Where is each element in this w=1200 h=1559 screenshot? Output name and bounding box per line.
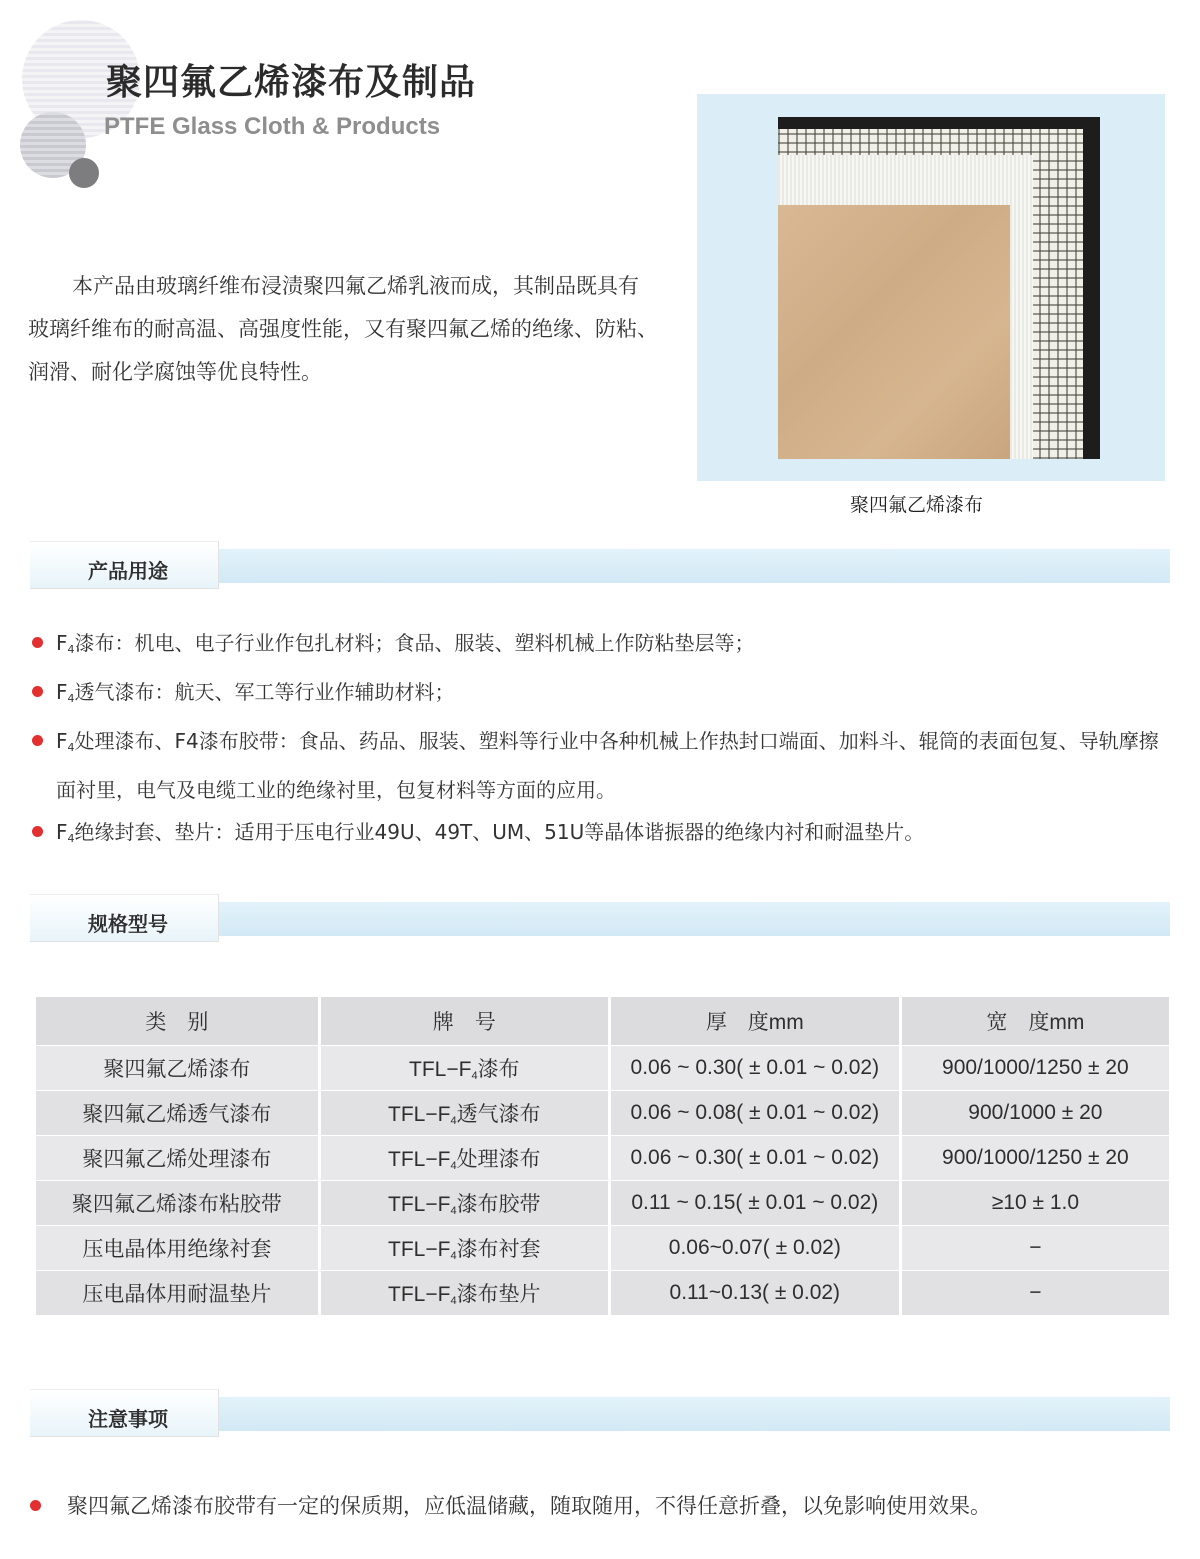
intro-text: 本产品由玻璃纤维布浸渍聚四氟乙烯乳液而成，其制品既具有玻璃纤维布的耐高温、高强度性能，又有聚四氟乙烯的绝缘、防粘、润滑、耐化学腐蚀等优良特性。	[28, 274, 658, 384]
table-header-row	[36, 997, 1169, 1046]
cell-thickness: 0.06 ~ 0.08( ± 0.01 ~ 0.02)	[609, 1091, 900, 1136]
section-bar-notes	[30, 1397, 1170, 1431]
usage-text: 透气漆布：航天、军工等行业作辅助材料；	[74, 680, 455, 704]
header-thickness: 厚 度mm	[609, 997, 900, 1046]
table-row	[36, 1136, 1169, 1181]
cell-thickness: 0.11~0.13( ± 0.02)	[609, 1271, 900, 1316]
usage-item	[32, 671, 1177, 720]
usage-subscript: 4	[67, 832, 75, 845]
bullet-icon	[32, 686, 43, 697]
product-photo	[778, 117, 1100, 459]
usage-subscript: 4	[67, 692, 75, 705]
notes-item	[30, 1490, 991, 1520]
section-title-spec: 规格型号	[88, 912, 168, 936]
cell-thickness: 0.11 ~ 0.15( ± 0.01 ~ 0.02)	[609, 1181, 900, 1226]
cell-brand: $TFL-F_4$漆布衬套	[319, 1226, 609, 1271]
section-title-notes: 注意事项	[88, 1407, 168, 1431]
cell-category: 聚四氟乙烯漆布粘胶带	[36, 1181, 319, 1226]
cell-width: 900/1000 ± 20	[900, 1091, 1169, 1136]
cell-thickness: 0.06~0.07( ± 0.02)	[609, 1226, 900, 1271]
usage-subscript: 4	[67, 741, 75, 754]
usage-prefix: F	[56, 820, 68, 844]
decorative-circle-small	[69, 158, 99, 188]
spec-table	[36, 997, 1169, 1315]
cell-width: 900/1000/1250 ± 20	[900, 1046, 1169, 1091]
usage-item	[32, 811, 1177, 860]
usage-item	[32, 622, 1177, 671]
page-subtitle: PTFE Glass Cloth & Products	[104, 113, 441, 140]
usage-prefix: F	[56, 729, 68, 753]
cell-category: 压电晶体用耐温垫片	[36, 1271, 319, 1316]
cell-width: 900/1000/1250 ± 20	[900, 1136, 1169, 1181]
cell-thickness: 0.06 ~ 0.30( ± 0.01 ~ 0.02)	[609, 1136, 900, 1181]
page-title: 聚四氟乙烯漆布及制品	[106, 62, 477, 103]
section-title-usage: 产品用途	[88, 559, 168, 583]
table-row	[36, 1046, 1169, 1091]
cell-brand: $TFL-F_4$漆布	[319, 1046, 609, 1091]
table-row	[36, 1271, 1169, 1316]
table-row	[36, 1181, 1169, 1226]
usage-text: 漆布：机电、电子行业作包扎材料；食品、服装、塑料机械上作防粘垫层等；	[74, 631, 755, 655]
tan-cloth-layer	[778, 205, 1010, 459]
header-width: 宽 度mm	[900, 997, 1169, 1046]
cell-width: −	[900, 1271, 1169, 1316]
bullet-icon	[32, 637, 43, 648]
usage-item	[32, 720, 1177, 811]
table-row	[36, 1091, 1169, 1136]
cell-category: 聚四氟乙烯处理漆布	[36, 1136, 319, 1181]
section-bar-spec	[30, 902, 1170, 936]
cell-category: 压电晶体用绝缘衬套	[36, 1226, 319, 1271]
cell-category: 聚四氟乙烯透气漆布	[36, 1091, 319, 1136]
usage-text: 处理漆布、F4漆布胶带：食品、药品、服装、塑料等行业中各种机械上作热封口端面、加料斗、辊筒的表面包复、导轨摩擦面衬里，电气及电缆工业的绝缘衬里，包复材料等方面的应用。	[56, 729, 1159, 802]
notes-text: 聚四氟乙烯漆布胶带有一定的保质期，应低温储藏，随取随用，不得任意折叠，以免影响使用效果。	[67, 1494, 991, 1518]
cell-width: ≥10 ± 1.0	[900, 1181, 1169, 1226]
cell-width: −	[900, 1226, 1169, 1271]
header-category: 类 别	[36, 997, 319, 1046]
bullet-icon	[30, 1500, 41, 1511]
cell-category: 聚四氟乙烯漆布	[36, 1046, 319, 1091]
usage-subscript: 4	[67, 643, 75, 656]
usage-list	[32, 622, 1177, 860]
header-brand: 牌 号	[319, 997, 609, 1046]
bullet-icon	[32, 735, 43, 746]
table-row	[36, 1226, 1169, 1271]
usage-prefix: F	[56, 631, 68, 655]
cell-thickness: 0.06 ~ 0.30( ± 0.01 ~ 0.02)	[609, 1046, 900, 1091]
intro-paragraph	[28, 265, 658, 394]
bullet-icon	[32, 826, 43, 837]
spec-table-container	[36, 997, 1169, 1307]
usage-text: 绝缘封套、垫片：适用于压电行业49U、49T、UM、51U等晶体谐振器的绝缘内衬和耐温垫片。	[74, 820, 925, 844]
cell-brand: $TFL-F_4$透气漆布	[319, 1091, 609, 1136]
photo-caption: 聚四氟乙烯漆布	[850, 494, 984, 516]
cell-brand: $TFL-F_4$漆布胶带	[319, 1181, 609, 1226]
cell-brand: $TFL-F_4$处理漆布	[319, 1136, 609, 1181]
usage-prefix: F	[56, 680, 68, 704]
section-bar-usage	[30, 549, 1170, 583]
cell-brand: $TFL-F_4$漆布垫片	[319, 1271, 609, 1316]
